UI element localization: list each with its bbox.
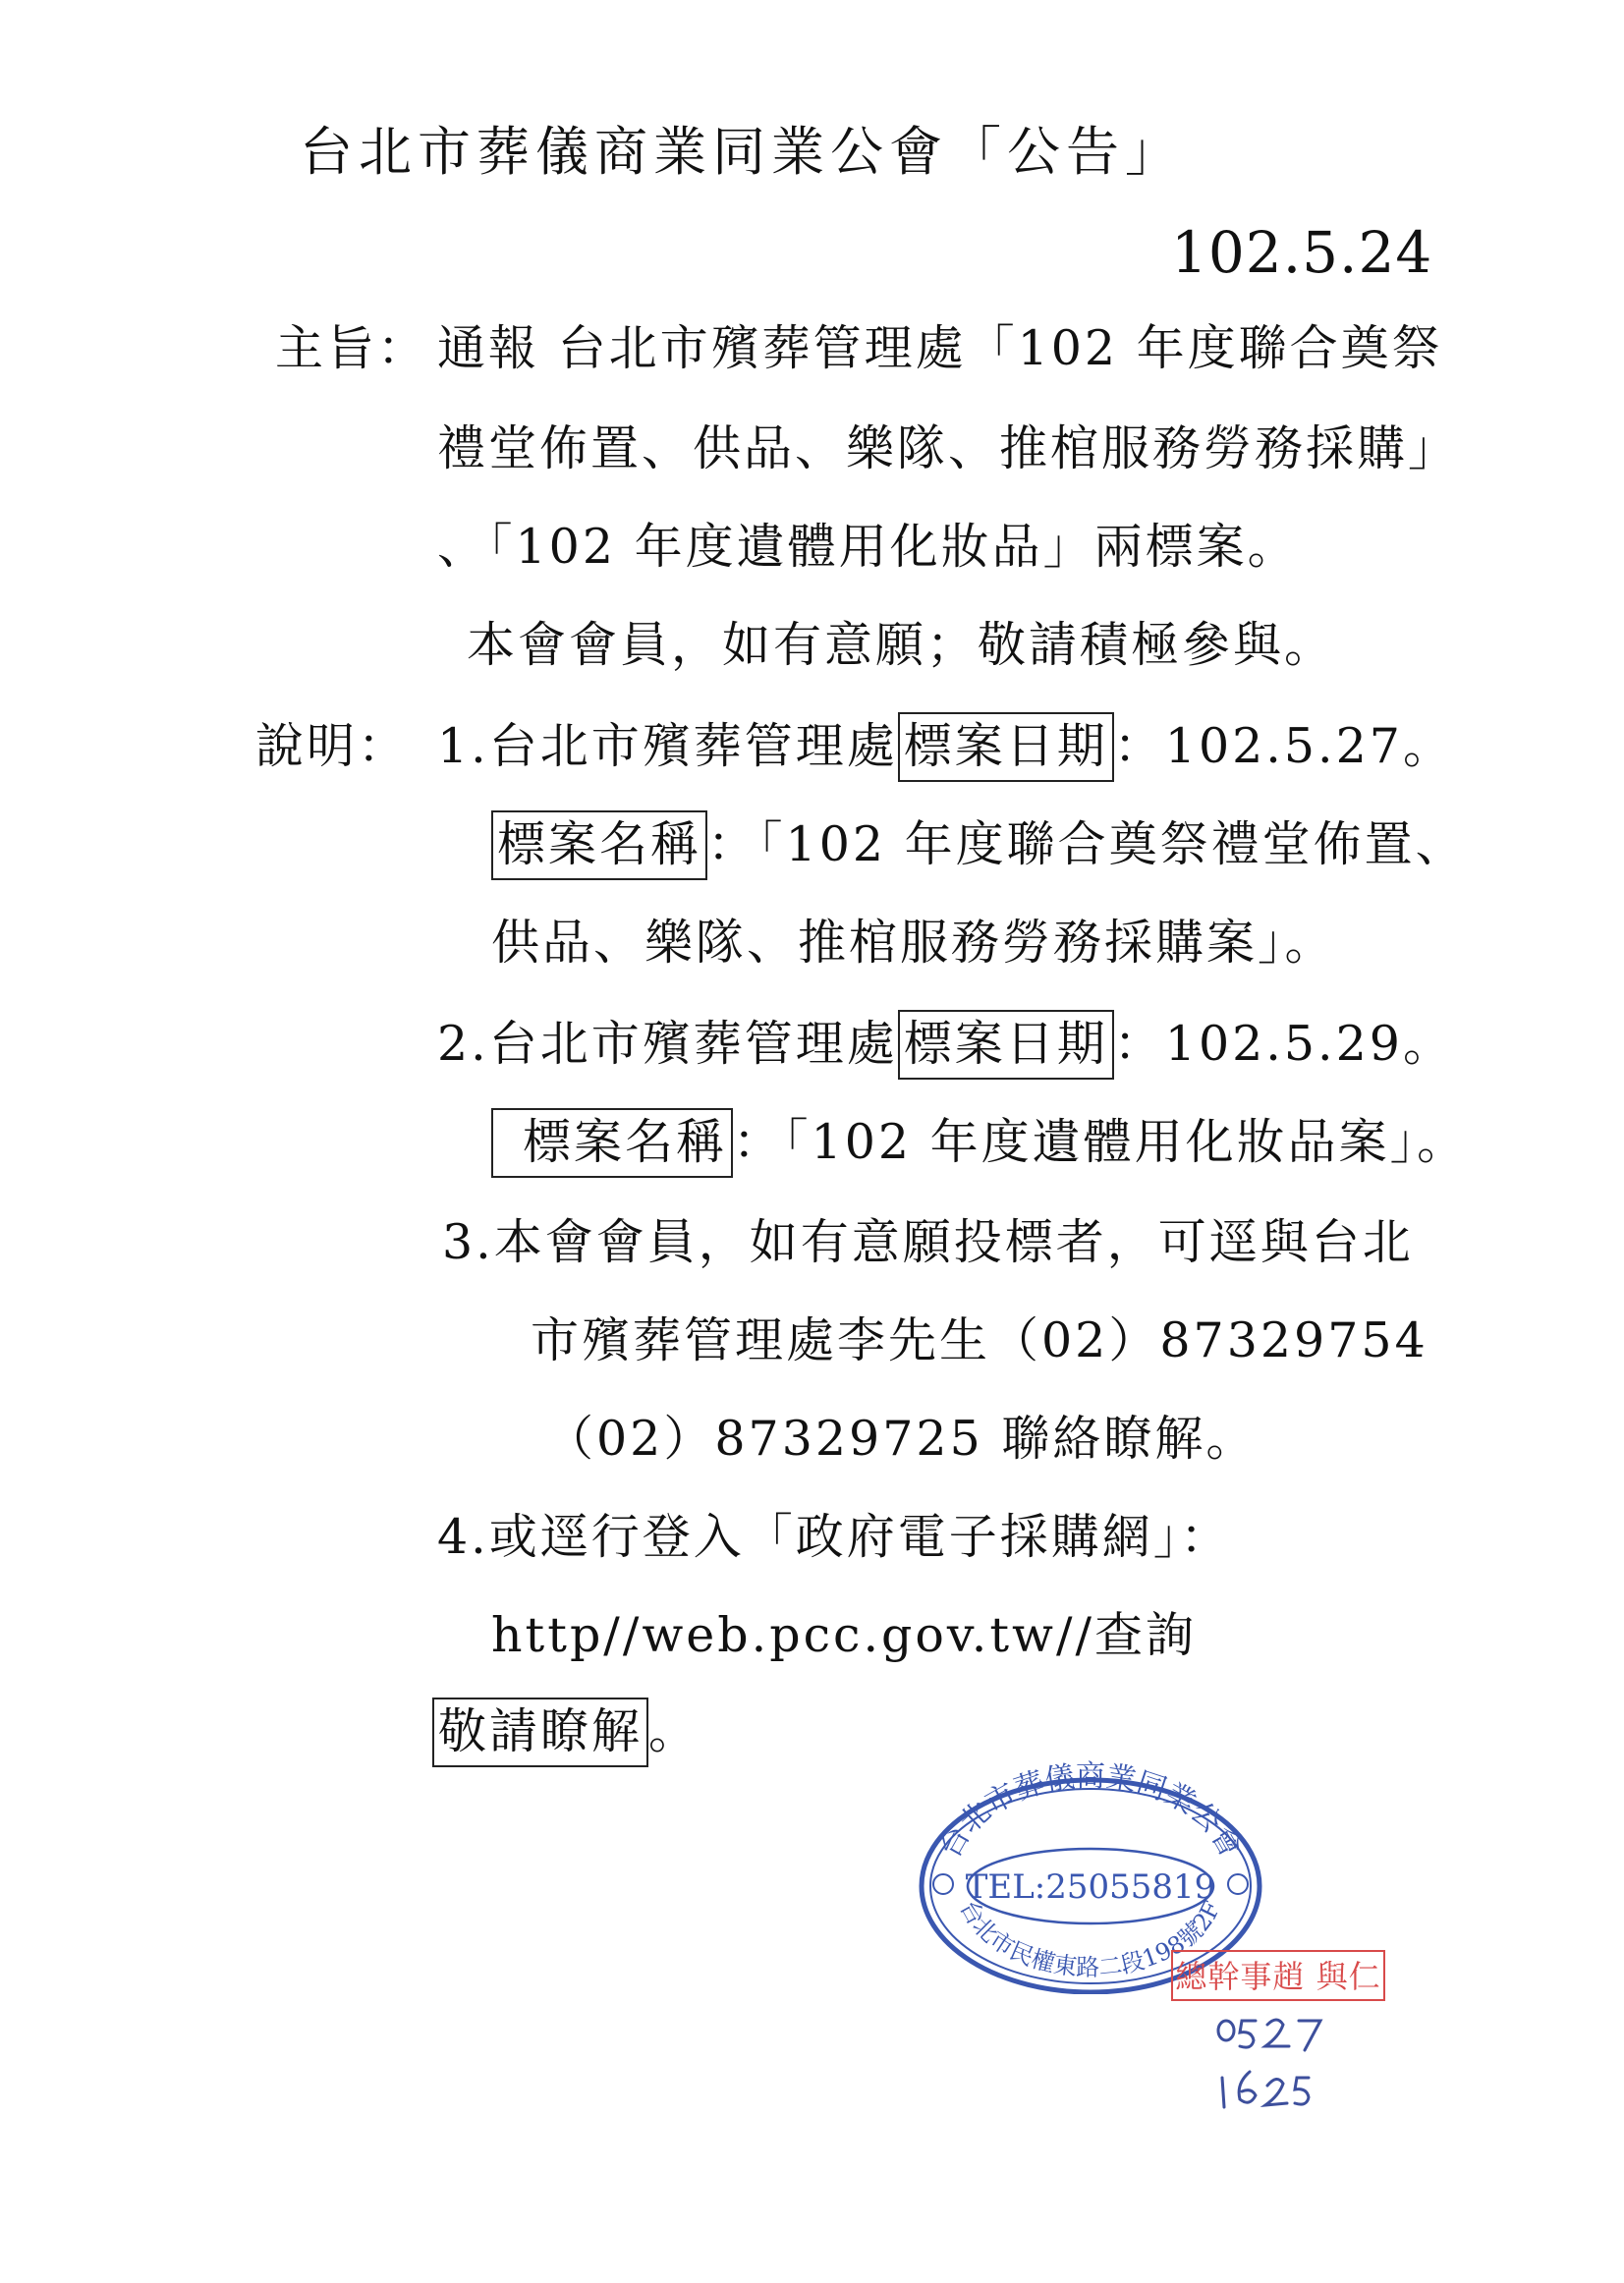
subject-label: 主旨： — [275, 320, 429, 376]
item1-name-label: 標案名稱 — [491, 810, 707, 880]
item3-line-2: 市殯葬管理處李先生（02）87329754 — [531, 1312, 1428, 1368]
closing-line — [432, 1703, 700, 1759]
item1-line — [437, 718, 1454, 774]
item2-prefix: 2.台北市殯葬管理處 — [437, 1016, 898, 1072]
item1-name-value-1: ：「102 年度聯合奠祭禮堂佈置、 — [707, 816, 1467, 872]
subject-line-1: 通報 台北市殯葬管理處「102 年度聯合奠祭 — [437, 320, 1443, 376]
item4-url-line: http//web.pcc.gov.tw//查詢 — [491, 1607, 1197, 1663]
subject-line-3: 、「102 年度遺體用化妝品」兩標案。 — [437, 519, 1299, 575]
item2-date-label: 標案日期 — [898, 1010, 1114, 1080]
subject-line-4: 本會會員，如有意願；敬請積極參與。 — [467, 617, 1336, 673]
seal-center-text: TEL:25055819 — [965, 1867, 1216, 1907]
item1-name-value-2: 供品、樂隊、推棺服務勞務採購案」。 — [491, 915, 1336, 971]
explain-label: 說明： — [255, 718, 410, 774]
notice-date: 102.5.24 — [1171, 219, 1433, 286]
item3-line-3: （02）87329725 聯絡瞭解。 — [545, 1411, 1258, 1467]
item2-name-line — [491, 1114, 1469, 1170]
closing-label: 敬請瞭解 — [432, 1698, 648, 1767]
closing-suffix: 。 — [648, 1703, 700, 1759]
item2-line — [437, 1016, 1454, 1072]
item1-name-line — [491, 816, 1467, 872]
item4-line-1: 4.或逕行登入「政府電子採購網」： — [437, 1509, 1232, 1565]
signature-stamp: 總幹事趙 與仁 — [1171, 1950, 1385, 2001]
seal-bottom-text: 台北市民權東路二段198號2F — [954, 1895, 1227, 1982]
item3-line-1: 3.本會會員，如有意願投標者，可逕與台北 — [442, 1214, 1414, 1270]
handwritten-graphic — [1208, 2009, 1346, 2117]
item1-date-value: ：102.5.27。 — [1113, 718, 1454, 774]
item2-name-value: ：「102 年度遺體用化妝品案」。 — [733, 1114, 1469, 1170]
seal-flower-right — [1228, 1874, 1248, 1894]
handwritten-note — [1208, 2009, 1346, 2117]
item1-prefix: 1.台北市殯葬管理處 — [437, 718, 898, 774]
seal-top-text: 台北市葬儀商業同業公會 — [932, 1759, 1249, 1865]
page-title: 台北市葬儀商業同業公會「公告」 — [300, 121, 1184, 183]
item2-date-value: ：102.5.29。 — [1113, 1016, 1454, 1072]
subject-line-2: 禮堂佈置、供品、樂隊、推棺服務勞務採購」 — [437, 420, 1460, 476]
item2-name-label: 標案名稱 — [491, 1108, 733, 1178]
item1-date-label: 標案日期 — [898, 712, 1114, 782]
seal-flower-left — [933, 1874, 953, 1894]
